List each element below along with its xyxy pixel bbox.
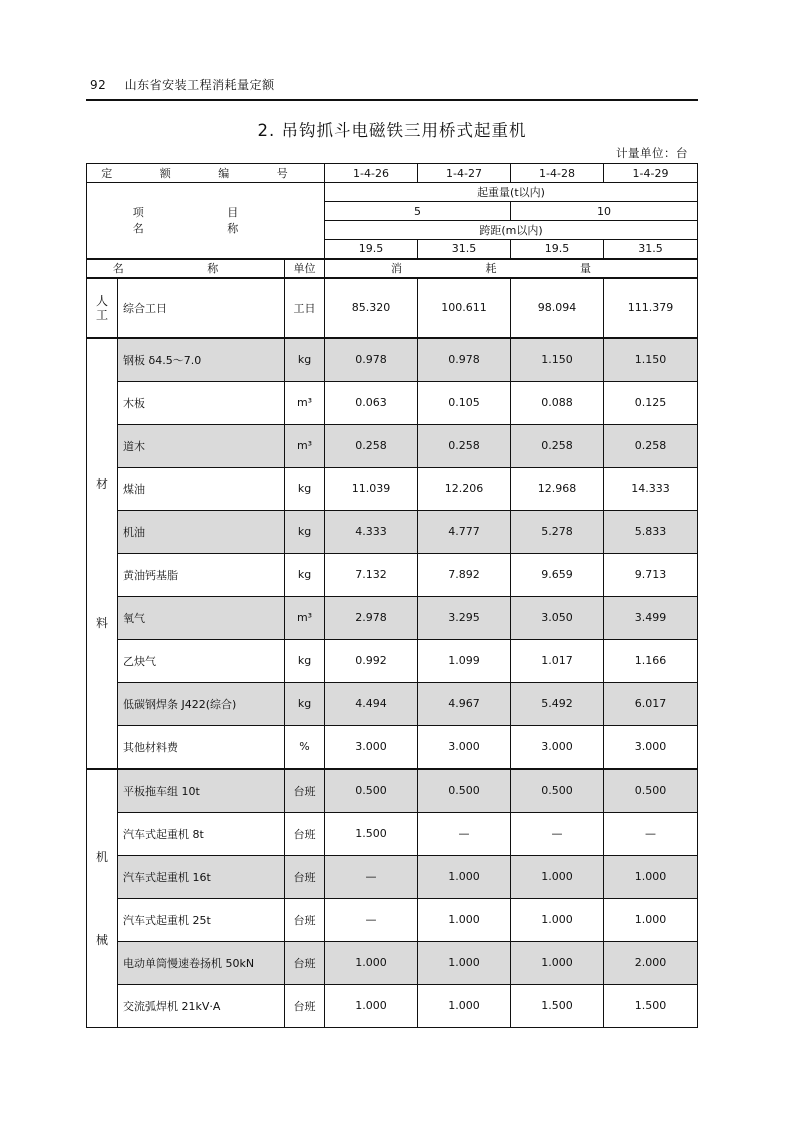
table-row xyxy=(87,984,698,1027)
item-unit: 台班 xyxy=(285,941,325,984)
page-number: 92 xyxy=(90,78,107,92)
consumption-value: — xyxy=(418,812,511,855)
item-unit: 台班 xyxy=(285,855,325,898)
book-title: 山东省安装工程消耗量定额 xyxy=(124,78,275,92)
span-value: 31.5 xyxy=(604,240,698,259)
item-unit: 工日 xyxy=(285,278,325,338)
item-unit: kg xyxy=(285,467,325,510)
table-row xyxy=(87,769,698,813)
item-name: 道木 xyxy=(118,424,285,467)
quota-code: 1-4-27 xyxy=(418,164,511,183)
item-unit: kg xyxy=(285,682,325,725)
consumption-value: 1.500 xyxy=(604,984,698,1027)
consumption-value: 9.659 xyxy=(511,553,604,596)
consumption-value: 4.777 xyxy=(418,510,511,553)
quota-code: 1-4-26 xyxy=(325,164,418,183)
table-row xyxy=(87,855,698,898)
quota-code: 1-4-29 xyxy=(604,164,698,183)
table-row xyxy=(87,725,698,769)
col-name-header: 名 称 xyxy=(87,259,285,278)
consumption-value: 1.000 xyxy=(511,941,604,984)
item-name: 木板 xyxy=(118,381,285,424)
consumption-value: 1.000 xyxy=(418,855,511,898)
consumption-value: 1.000 xyxy=(511,898,604,941)
consumption-value: 5.278 xyxy=(511,510,604,553)
consumption-value: 1.000 xyxy=(325,984,418,1027)
col-unit-header: 单位 xyxy=(285,259,325,278)
item-name: 乙炔气 xyxy=(118,639,285,682)
consumption-value: 7.892 xyxy=(418,553,511,596)
consumption-value: 1.099 xyxy=(418,639,511,682)
consumption-value: 9.713 xyxy=(604,553,698,596)
item-name: 电动单筒慢速卷扬机 50kN xyxy=(118,941,285,984)
item-unit: kg xyxy=(285,553,325,596)
table-row xyxy=(87,682,698,725)
consumption-value: 1.000 xyxy=(418,941,511,984)
consumption-value: 3.295 xyxy=(418,596,511,639)
capacity-value: 10 xyxy=(511,202,698,221)
item-unit: % xyxy=(285,725,325,769)
item-name-label: 项 目 名 称 xyxy=(87,183,325,259)
table-row xyxy=(87,639,698,682)
consumption-value: 1.166 xyxy=(604,639,698,682)
table-row xyxy=(87,812,698,855)
consumption-value: 2.000 xyxy=(604,941,698,984)
consumption-value: 0.500 xyxy=(325,769,418,813)
span-value: 31.5 xyxy=(418,240,511,259)
quota-table xyxy=(86,163,698,1028)
consumption-value: 0.978 xyxy=(325,338,418,382)
item-unit: kg xyxy=(285,338,325,382)
table-row xyxy=(87,941,698,984)
consumption-value: 2.978 xyxy=(325,596,418,639)
item-unit: kg xyxy=(285,639,325,682)
column-header-row xyxy=(87,259,698,278)
consumption-value: 11.039 xyxy=(325,467,418,510)
item-name: 其他材料费 xyxy=(118,725,285,769)
consumption-value: 3.050 xyxy=(511,596,604,639)
item-unit: 台班 xyxy=(285,812,325,855)
consumption-value: — xyxy=(604,812,698,855)
consumption-value: 3.000 xyxy=(325,725,418,769)
span-value: 19.5 xyxy=(325,240,418,259)
capacity-value: 5 xyxy=(325,202,511,221)
consumption-value: 0.500 xyxy=(511,769,604,813)
consumption-value: 0.992 xyxy=(325,639,418,682)
item-name: 煤油 xyxy=(118,467,285,510)
consumption-value: 1.017 xyxy=(511,639,604,682)
consumption-value: 0.258 xyxy=(511,424,604,467)
capacity-label: 起重量(t以内) xyxy=(325,183,698,202)
consumption-value: 1.500 xyxy=(511,984,604,1027)
running-header xyxy=(90,76,275,93)
consumption-value: 0.105 xyxy=(418,381,511,424)
table-row xyxy=(87,278,698,338)
group-machinery: 机 械 xyxy=(87,769,118,1028)
table-row xyxy=(87,898,698,941)
item-name: 低碳钢焊条 J422(综合) xyxy=(118,682,285,725)
consumption-value: 12.968 xyxy=(511,467,604,510)
table-row xyxy=(87,424,698,467)
consumption-value: — xyxy=(325,855,418,898)
group-labor: 人工 xyxy=(87,278,118,338)
quota-code: 1-4-28 xyxy=(511,164,604,183)
consumption-value: 0.258 xyxy=(418,424,511,467)
consumption-value: 1.000 xyxy=(418,984,511,1027)
item-unit: 台班 xyxy=(285,769,325,813)
table-row xyxy=(87,553,698,596)
item-unit: m³ xyxy=(285,424,325,467)
consumption-value: 5.833 xyxy=(604,510,698,553)
consumption-value: 7.132 xyxy=(325,553,418,596)
consumption-value: 3.499 xyxy=(604,596,698,639)
table-row xyxy=(87,381,698,424)
capacity-label-row xyxy=(87,183,698,202)
item-unit: kg xyxy=(285,510,325,553)
consumption-value: 1.000 xyxy=(511,855,604,898)
item-name: 黄油钙基脂 xyxy=(118,553,285,596)
consumption-value: 3.000 xyxy=(604,725,698,769)
consumption-value: 0.258 xyxy=(325,424,418,467)
consumption-value: 111.379 xyxy=(604,278,698,338)
item-name: 汽车式起重机 25t xyxy=(118,898,285,941)
consumption-value: 0.125 xyxy=(604,381,698,424)
consumption-value: 98.094 xyxy=(511,278,604,338)
item-unit: m³ xyxy=(285,596,325,639)
consumption-value: 4.494 xyxy=(325,682,418,725)
consumption-value: 6.017 xyxy=(604,682,698,725)
item-name: 汽车式起重机 8t xyxy=(118,812,285,855)
consumption-value: 0.500 xyxy=(418,769,511,813)
span-label: 跨距(m以内) xyxy=(325,221,698,240)
page-title: 2. 吊钩抓斗电磁铁三用桥式起重机 xyxy=(257,121,527,140)
item-unit: m³ xyxy=(285,381,325,424)
consumption-value: 1.000 xyxy=(604,855,698,898)
item-unit: 台班 xyxy=(285,984,325,1027)
table-row xyxy=(87,338,698,382)
item-name: 氧气 xyxy=(118,596,285,639)
consumption-value: 3.000 xyxy=(418,725,511,769)
table-row xyxy=(87,596,698,639)
item-name: 平板拖车组 10t xyxy=(118,769,285,813)
consumption-value: — xyxy=(325,898,418,941)
quota-label: 定 额 编 号 xyxy=(87,164,325,183)
consumption-value: 1.000 xyxy=(325,941,418,984)
item-name: 综合工日 xyxy=(118,278,285,338)
consumption-value: 0.063 xyxy=(325,381,418,424)
consumption-value: 4.333 xyxy=(325,510,418,553)
table-row xyxy=(87,467,698,510)
item-name: 汽车式起重机 16t xyxy=(118,855,285,898)
col-consumption-header: 消 耗 量 xyxy=(325,259,698,278)
group-materials: 材 料 xyxy=(87,338,118,769)
item-name: 机油 xyxy=(118,510,285,553)
consumption-value: 85.320 xyxy=(325,278,418,338)
header-rule xyxy=(86,99,698,101)
consumption-value: 3.000 xyxy=(511,725,604,769)
consumption-value: 1.000 xyxy=(418,898,511,941)
consumption-value: 0.258 xyxy=(604,424,698,467)
consumption-value: 1.500 xyxy=(325,812,418,855)
consumption-value: 4.967 xyxy=(418,682,511,725)
consumption-value: — xyxy=(511,812,604,855)
table-row xyxy=(87,510,698,553)
consumption-value: 12.206 xyxy=(418,467,511,510)
item-unit: 台班 xyxy=(285,898,325,941)
unit-note: 计量单位：台 xyxy=(616,146,688,160)
consumption-value: 0.088 xyxy=(511,381,604,424)
consumption-value: 14.333 xyxy=(604,467,698,510)
item-name: 钢板 δ4.5～7.0 xyxy=(118,338,285,382)
span-value: 19.5 xyxy=(511,240,604,259)
consumption-value: 100.611 xyxy=(418,278,511,338)
consumption-value: 1.150 xyxy=(604,338,698,382)
code-row xyxy=(87,164,698,183)
consumption-value: 0.500 xyxy=(604,769,698,813)
item-name: 交流弧焊机 21kV·A xyxy=(118,984,285,1027)
consumption-value: 0.978 xyxy=(418,338,511,382)
consumption-value: 1.150 xyxy=(511,338,604,382)
consumption-value: 5.492 xyxy=(511,682,604,725)
consumption-value: 1.000 xyxy=(604,898,698,941)
